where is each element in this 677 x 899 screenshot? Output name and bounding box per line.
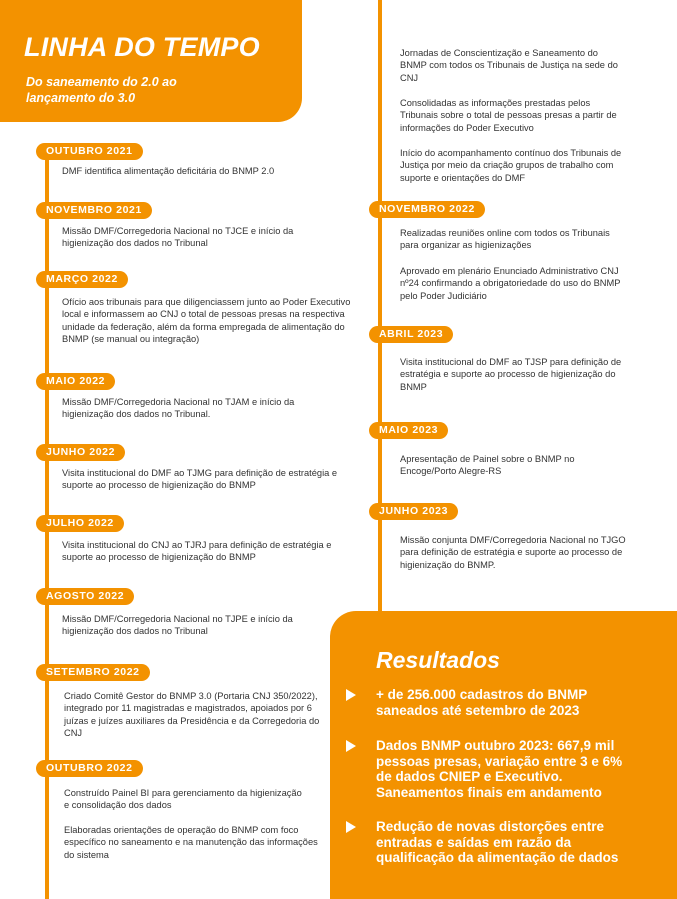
date-tag: NOVEMBRO 2022 [369, 201, 485, 218]
result-text: Dados BNMP outubro 2023: 667,9 mil pessoas presas, variação entre 3 e 6% de dados CNIEP e Executivo. Saneamentos finais em andamento [376, 738, 623, 800]
event-text: Ofício aos tribunais para que diligenciassem junto ao Poder Executivo local e informassem ao CNJ o total de pessoas presas na respectiva unidade da federação, além da forma empregada de alimentação do BNMP (se manual ou integração) [62, 297, 351, 345]
date-tag: MAIO 2023 [369, 422, 448, 439]
event-text: Apresentação de Painel sobre o BNMP no Encoge/Porto Alegre-RS [400, 454, 575, 477]
header-banner [0, 0, 302, 122]
results-title: Resultados [376, 647, 500, 673]
page-title: LINHA DO TEMPO [24, 32, 260, 62]
play-arrow-icon [346, 689, 356, 701]
event-text: Visita institucional do DMF ao TJSP para definição de estratégia e suporte ao processo de higienização do BNMP [400, 357, 622, 392]
event-text: Criado Comitê Gestor do BNMP 3.0 (Portaria CNJ 350/2022), integrado por 11 magistradas e magistrados, apoiados por 6 juízas e juízes auxiliares da Presidência e da Corregedoria do CNJ [64, 691, 320, 739]
event-text: Visita institucional do DMF ao TJMG para definição de estratégia e suporte ao processo de higienização do BNMP [62, 468, 338, 491]
play-arrow-icon [346, 821, 356, 833]
date-tag: OUTUBRO 2021 [36, 143, 143, 160]
event-text: Missão DMF/Corregedoria Nacional no TJCE e início da higienização dos dados no Tribunal [62, 226, 294, 249]
event-text: Missão DMF/Corregedoria Nacional no TJAM e início da higienização dos dados no Tribunal. [62, 397, 295, 420]
event-text: Missão DMF/Corregedoria Nacional no TJPE e início da higienização dos dados no Tribunal [62, 614, 293, 637]
date-tag: JUNHO 2023 [369, 503, 458, 520]
event-text: Missão conjunta DMF/Corregedoria Nacional no TJGO para definição de estratégia e suporte ao processo de higienização do BNMP. [400, 535, 626, 570]
event-text: Elaboradas orientações de operação do BNMP com foco específico no saneamento e na manutenção das informações do sistema [64, 825, 318, 860]
event-text: Início do acompanhamento contínuo dos Tribunais de Justiça por meio da criação grupos de trabalho com suporte e orientações do DMF [400, 148, 622, 183]
date-tag: MARÇO 2022 [36, 271, 128, 288]
date-tag: JUNHO 2022 [36, 444, 125, 461]
event-text: Realizadas reuniões online com todos os Tribunais para organizar as higienizações [400, 228, 610, 251]
result-text: + de 256.000 cadastros do BNMP saneados até setembro de 2023 [376, 687, 587, 718]
event-text: DMF identifica alimentação deficitária do BNMP 2.0 [62, 166, 275, 176]
date-tag: MAIO 2022 [36, 373, 115, 390]
page-subtitle: Do saneamento do 2.0 ao lançamento do 3.0 [26, 75, 177, 105]
date-tag: ABRIL 2023 [369, 326, 453, 343]
event-text: Consolidadas as informações prestadas pelos Tribunais sobre o total de pessoas presas a partir de informações do Poder Executivo [400, 98, 617, 133]
date-tag: NOVEMBRO 2021 [36, 202, 152, 219]
event-text: Construído Painel BI para gerenciamento da higienização e consolidação dos dados [64, 788, 302, 811]
results-panel [330, 611, 677, 899]
date-tag: AGOSTO 2022 [36, 588, 134, 605]
timeline-line-right [378, 0, 382, 612]
event-text: Jornadas de Conscientização e Saneamento do BNMP com todos os Tribunais de Justiça na sede do CNJ [400, 48, 618, 83]
event-text: Aprovado em plenário Enunciado Administrativo CNJ nº24 confirmando a obrigatoriedade do uso do BNMP pelo Poder Judiciário [400, 266, 621, 301]
date-tag: OUTUBRO 2022 [36, 760, 143, 777]
result-text: Redução de novas distorções entre entradas e saídas em razão da qualificação da alimentação de dados [376, 819, 619, 865]
date-tag: JULHO 2022 [36, 515, 124, 532]
date-tag: SETEMBRO 2022 [36, 664, 150, 681]
play-arrow-icon [346, 740, 356, 752]
event-text: Visita institucional do CNJ ao TJRJ para definição de estratégia e suporte ao processo de higienização do BNMP [62, 540, 332, 563]
